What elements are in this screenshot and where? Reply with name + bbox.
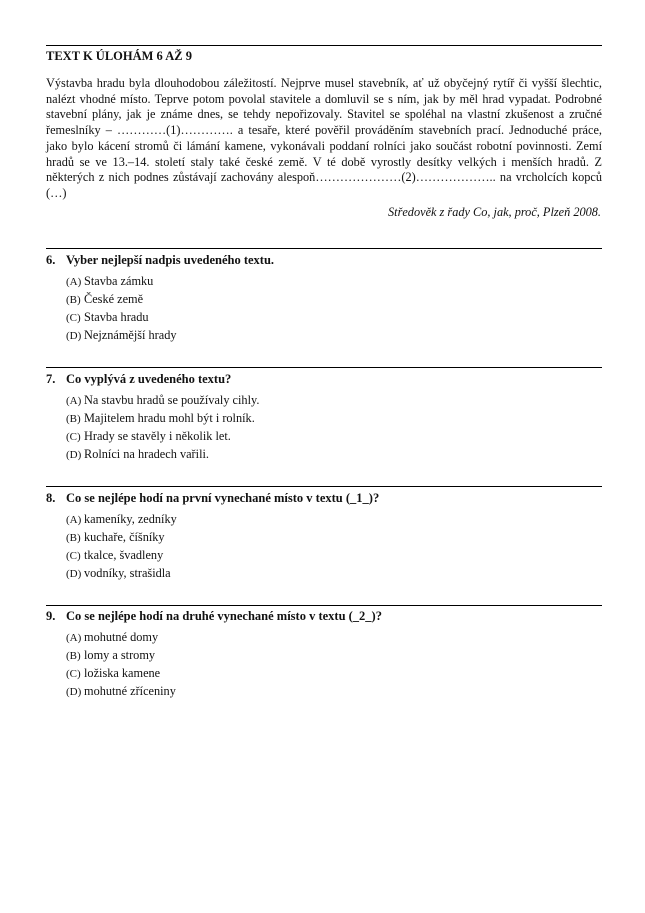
question-divider — [46, 605, 602, 606]
answer-options — [66, 272, 602, 344]
passage-source: Středověk z řady Co, jak, proč, Plzeň 2008. — [388, 205, 601, 219]
question-8 — [46, 490, 602, 582]
answer-option — [66, 391, 602, 409]
answer-option — [66, 682, 602, 700]
reading-passage: Výstavba hradu byla dlouhodobou záležitostí. Nejprve musel stavebník, ať už obyčejný rytíř či vyšší šlechtic, nalézt vhodné místo. Teprve potom povolal stavitele a domluvil se s ním, jak by měl hrad vypadat. Podrobné stavební plány, jak je známe dnes, se tehdy nepořizovaly. Stavitel se spoléhal na vlastní zkušenost a zručné řemeslníky – …………(1)…………. a tesaře, které pověřil prováděním stavebních prací. Jednoduché práce, jako bylo kácení stromů či lámání kamene, vykonávali poddaní rolníci jako součást robotní povinnosti. Zemí hradů se ve 13.–14. století staly také české země. V té době vyrostly desítky velkých i menších hradů. Z některých z nich podnes zůstávají zachovány alespoň…………………(2)……………….. na vrcholcích kopců (…) — [46, 76, 602, 200]
question-9 — [46, 608, 602, 700]
answer-option — [66, 564, 602, 582]
question-heading — [46, 608, 602, 626]
question-6 — [46, 252, 602, 344]
answer-option — [66, 326, 602, 344]
option-text: České země — [84, 292, 144, 306]
question-text: Co se nejlépe hodí na první vynechané místo v textu (_1_)? — [66, 491, 380, 505]
option-letter: (A) — [66, 514, 82, 526]
option-letter: (D) — [66, 568, 82, 580]
answer-option — [66, 272, 602, 290]
option-text: lomy a stromy — [84, 648, 156, 662]
answer-option — [66, 528, 602, 546]
option-letter: (B) — [66, 650, 81, 662]
option-text: tkalce, švadleny — [84, 548, 164, 562]
answer-option — [66, 646, 602, 664]
question-heading — [46, 252, 602, 270]
option-letter: (D) — [66, 330, 82, 342]
question-heading — [46, 371, 602, 389]
option-letter: (B) — [66, 413, 81, 425]
question-number: 7. — [46, 372, 56, 386]
answer-option — [66, 409, 602, 427]
answer-options — [66, 391, 602, 463]
question-text: Vyber nejlepší nadpis uvedeného textu. — [66, 253, 275, 267]
option-text: Hrady se stavěly i několik let. — [84, 429, 231, 443]
option-letter: (C) — [66, 431, 81, 443]
section-heading: TEXT K ÚLOHÁM 6 AŽ 9 — [46, 49, 192, 63]
question-7 — [46, 371, 602, 463]
question-divider — [46, 248, 602, 249]
answer-option — [66, 510, 602, 528]
option-letter: (A) — [66, 632, 82, 644]
question-divider — [46, 367, 602, 368]
option-letter: (D) — [66, 449, 82, 461]
question-text: Co se nejlépe hodí na druhé vynechané místo v textu (_2_)? — [66, 609, 382, 623]
answer-option — [66, 546, 602, 564]
option-letter: (B) — [66, 294, 81, 306]
question-heading — [46, 490, 602, 508]
answer-options — [66, 628, 602, 700]
question-number: 9. — [46, 609, 56, 623]
option-text: Majitelem hradu mohl být i rolník. — [84, 411, 255, 425]
option-letter: (C) — [66, 312, 81, 324]
option-text: ložiska kamene — [84, 666, 161, 680]
answer-option — [66, 308, 602, 326]
option-letter: (C) — [66, 550, 81, 562]
answer-option — [66, 290, 602, 308]
answer-option — [66, 427, 602, 445]
question-text: Co vyplývá z uvedeného textu? — [66, 372, 232, 386]
question-number: 6. — [46, 253, 56, 267]
option-letter: (B) — [66, 532, 81, 544]
option-text: Nejznámější hrady — [84, 328, 177, 342]
option-letter: (C) — [66, 668, 81, 680]
option-text: Stavba zámku — [84, 274, 154, 288]
option-letter: (A) — [66, 276, 82, 288]
question-divider — [46, 486, 602, 487]
answer-option — [66, 445, 602, 463]
option-text: mohutné domy — [84, 630, 159, 644]
answer-option — [66, 628, 602, 646]
option-letter: (A) — [66, 395, 82, 407]
option-text: vodníky, strašidla — [84, 566, 171, 580]
question-number: 8. — [46, 491, 56, 505]
option-text: mohutné zříceniny — [84, 684, 176, 698]
top-rule — [46, 45, 602, 46]
option-text: kuchaře, číšníky — [84, 530, 165, 544]
answer-options — [66, 510, 602, 582]
option-letter: (D) — [66, 686, 82, 698]
option-text: Na stavbu hradů se používaly cihly. — [84, 393, 260, 407]
option-text: kameníky, zedníky — [84, 512, 177, 526]
answer-option — [66, 664, 602, 682]
option-text: Stavba hradu — [84, 310, 149, 324]
option-text: Rolníci na hradech vařili. — [84, 447, 209, 461]
